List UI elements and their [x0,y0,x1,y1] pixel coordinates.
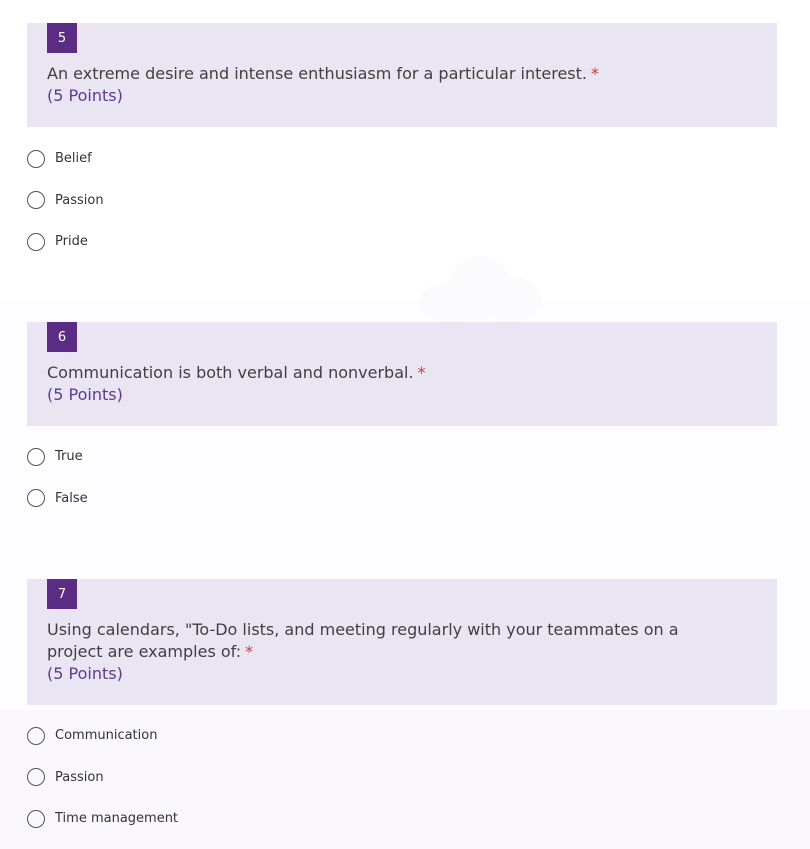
question-text: Communication is both verbal and nonverbal. [47,363,414,382]
question-title [47,63,727,107]
option-communication[interactable] [27,715,810,757]
option-label: Pride [55,234,88,250]
option-label: Passion [55,769,104,785]
option-group [27,715,810,840]
radio-button[interactable] [27,191,45,209]
required-indicator: * [245,642,254,661]
option-label: True [55,449,83,465]
required-indicator: * [417,363,426,382]
question-title [47,619,727,685]
radio-button[interactable] [27,810,45,828]
question-header [27,23,777,127]
option-group [27,138,810,263]
radio-button[interactable] [27,768,45,786]
question-header [27,322,777,426]
question-number-badge: 6 [47,322,77,352]
question-number-badge: 7 [47,579,77,609]
question-text: Using calendars, "To-Do lists, and meeting regularly with your teammates on a project are examples of: [47,620,679,661]
option-passion[interactable] [27,757,810,799]
option-label: Belief [55,151,92,167]
option-label: Passion [55,192,104,208]
radio-button[interactable] [27,489,45,507]
option-passion[interactable] [27,180,810,222]
option-pride[interactable] [27,221,810,263]
option-label: Communication [55,728,158,744]
option-group [27,436,810,519]
radio-button[interactable] [27,233,45,251]
option-time-management[interactable] [27,798,810,840]
question-5 [0,23,810,263]
question-points: (5 Points) [47,86,123,105]
question-points: (5 Points) [47,385,123,404]
question-6 [0,322,810,519]
question-7 [0,579,810,840]
radio-button[interactable] [27,727,45,745]
option-false[interactable] [27,478,810,520]
question-number-badge: 5 [47,23,77,53]
question-title [47,362,727,406]
question-points: (5 Points) [47,664,123,683]
question-header [27,579,777,705]
option-label: False [55,490,88,506]
question-text: An extreme desire and intense enthusiasm for a particular interest. [47,64,587,83]
radio-button[interactable] [27,448,45,466]
option-true[interactable] [27,436,810,478]
option-label: Time management [55,811,179,827]
option-belief[interactable] [27,138,810,180]
radio-button[interactable] [27,150,45,168]
required-indicator: * [590,64,599,83]
